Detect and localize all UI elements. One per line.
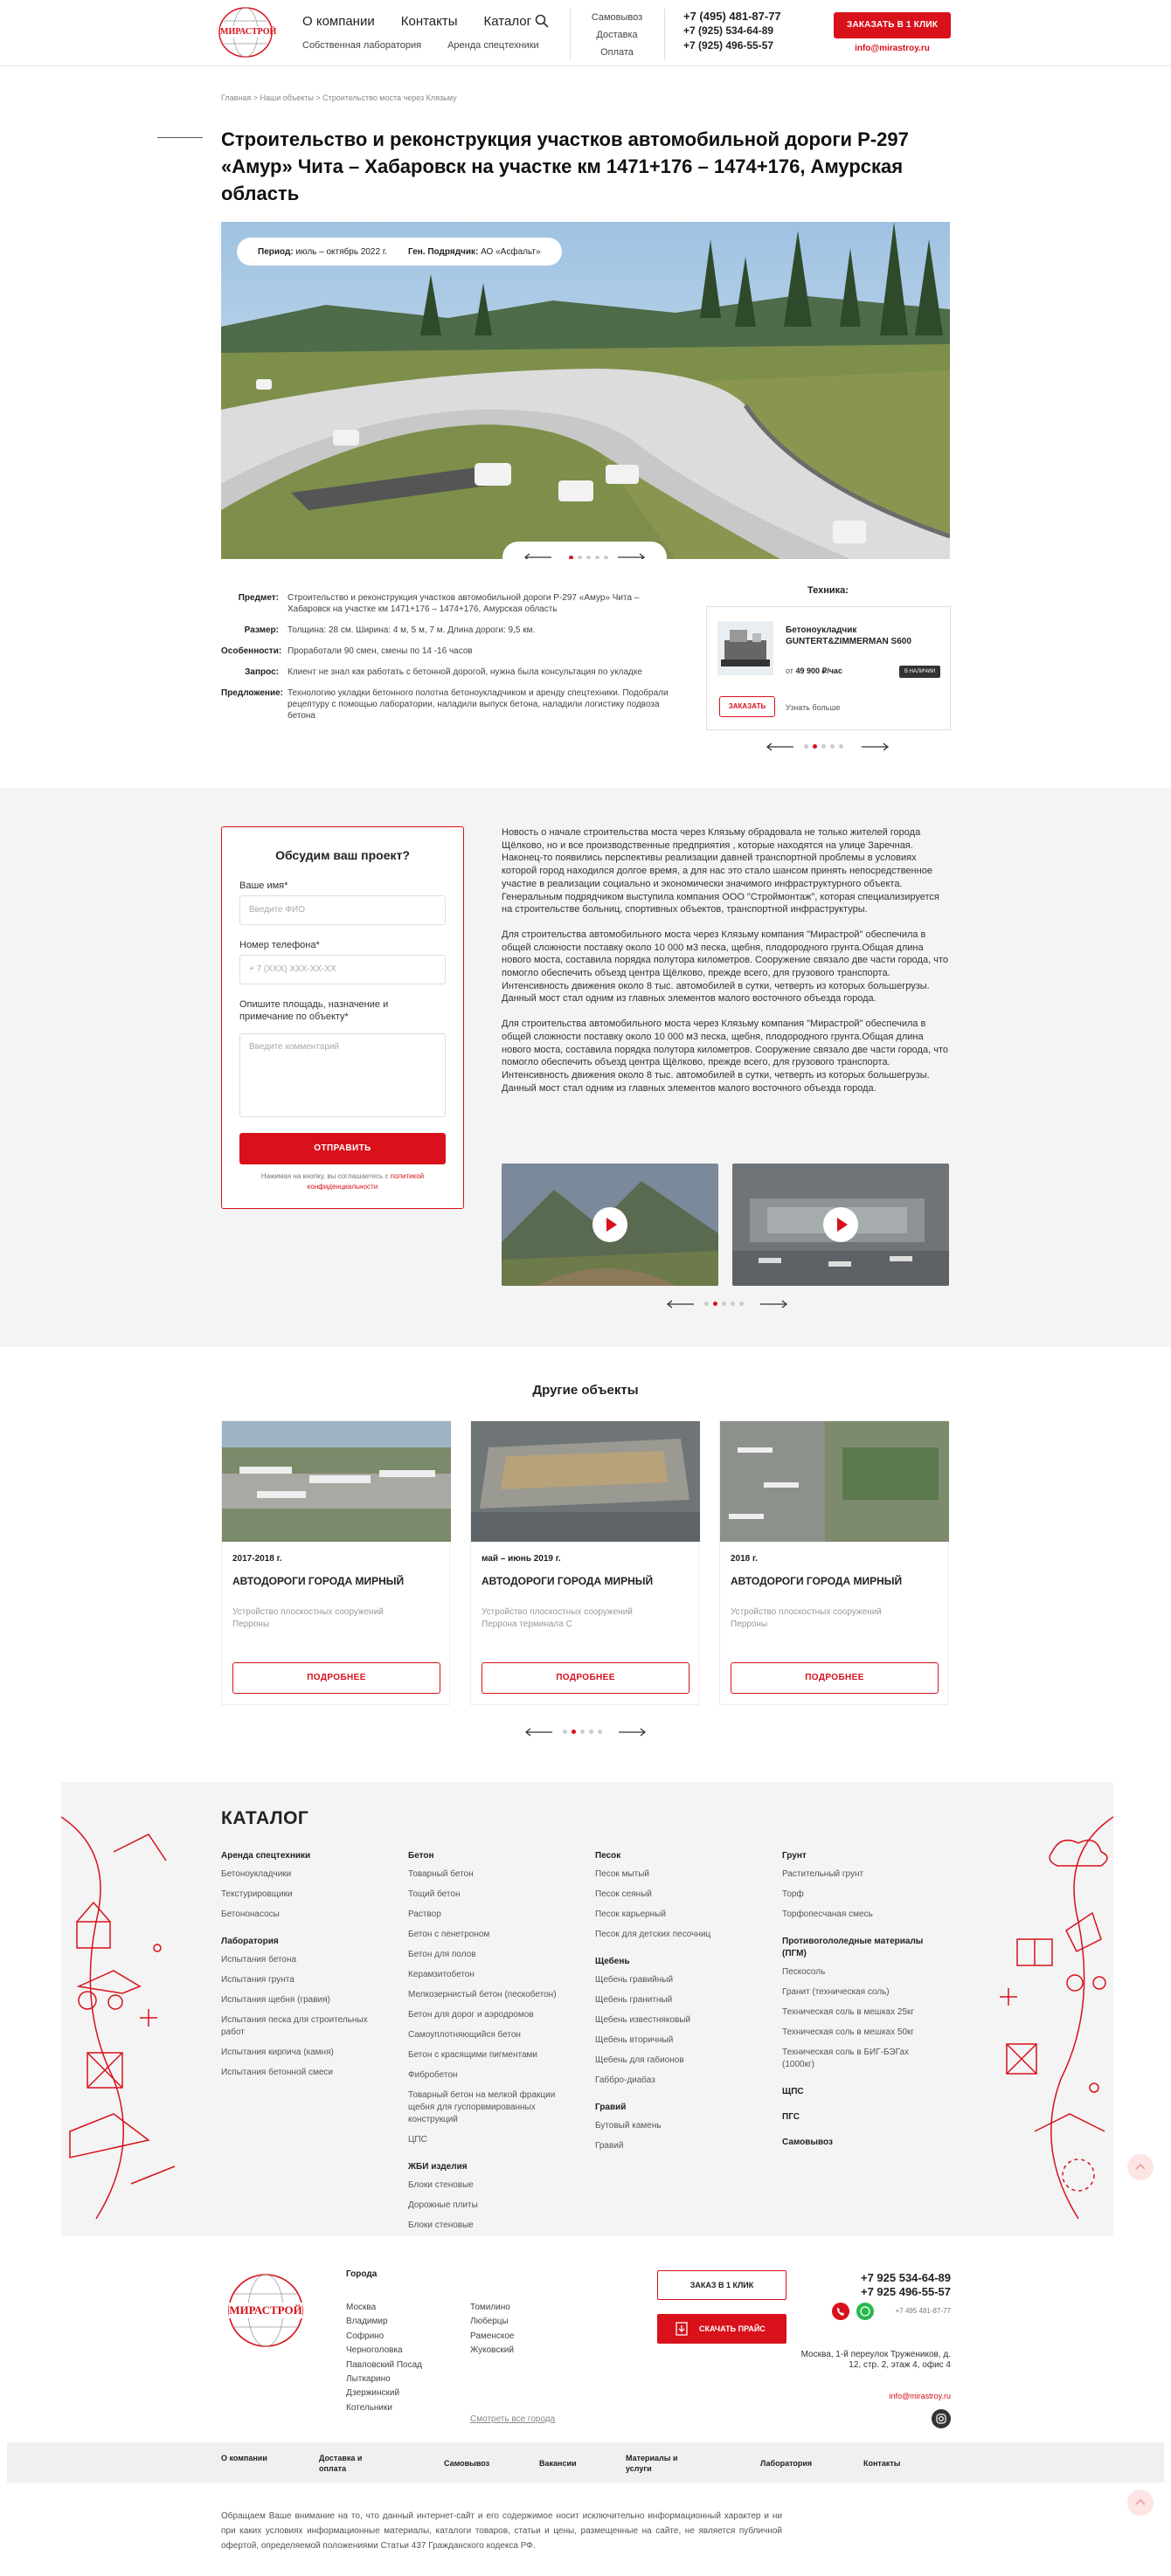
catalog-link[interactable]: ЦПС	[408, 2135, 427, 2144]
comment-label: Опишите площадь, назначение и примечание по объекту*	[239, 999, 389, 1022]
article-paragraph: Для строительства автомобильного моста через Клязьму компания "Мирастрой" обеспечила в общей сложности поставку около 10 000 м3 песка, щебня, плодородного грунта.Общая длина нового моста, составила порядка полутора километров. Сооружение связало две части города, что помогло обеспечить объезд центра Щёлково, прежде всего, для грузового транспорта. Интенсивность движения около 8 тыс. автомобилей в сутки, четверть из которых большегрузы. Данный мост стал одним из главных элементов малого восточного объезда города.	[502, 1019, 948, 1094]
footer-nav-pickup[interactable]: Самовывоз	[444, 2459, 490, 2468]
footer-nav-about[interactable]: О компании	[221, 2454, 267, 2462]
footer-email[interactable]: info@mirastroy.ru	[889, 2392, 951, 2400]
phone-link[interactable]: +7 (925) 496-55-57	[683, 39, 774, 52]
catalog-link[interactable]: Испытания бетона	[221, 1955, 297, 1965]
object-image	[720, 1421, 949, 1542]
footer-nav-materials[interactable]: Материалы и услуги	[626, 2454, 678, 2473]
footer-address: Москва, 1-й переулок Тружеников, д. 12, стр. 2, этаж 4, офис 4	[800, 2350, 951, 2370]
catalog-link[interactable]: Испытания песка для строительных работ	[221, 2015, 368, 2037]
availability-badge: В НАЛИЧИИ	[899, 666, 940, 678]
catalog-link[interactable]: Торфопесчаная смесь	[782, 1910, 873, 1919]
object-card[interactable]: 2017-2018 г. АВТОДОРОГИ ГОРОДА МИРНЫЙ Устройство плоскостных сооружений Перроны ПОДРОБНЕЕ	[221, 1420, 450, 1705]
tech-order-button[interactable]: ЗАКАЗАТЬ	[719, 696, 775, 717]
delivery-links	[587, 9, 647, 61]
play-icon[interactable]	[592, 1207, 627, 1242]
tech-name[interactable]: Бетоноукладчик GUNTERT&ZIMMERMAN S600	[786, 625, 911, 646]
play-icon[interactable]	[823, 1207, 858, 1242]
slider-dots[interactable]	[569, 556, 608, 559]
catalog-link[interactable]: Блоки стеновые	[408, 2180, 474, 2190]
nav-payment[interactable]: Оплата	[600, 47, 634, 58]
catalog-link[interactable]: Самоуплотняющийся бетон	[408, 2030, 521, 2040]
slider-dots[interactable]	[804, 744, 843, 749]
footer-order-button[interactable]: ЗАКАЗ В 1 КЛИК	[657, 2270, 786, 2300]
hero-info-pill	[237, 238, 562, 266]
arrow-right-icon[interactable]	[618, 553, 646, 559]
cities-list	[346, 2301, 422, 2415]
tech-more-link[interactable]: Узнать больше	[786, 703, 841, 712]
catalog-column	[221, 1850, 396, 2087]
catalog-link[interactable]: Бетоноукладчики	[221, 1869, 292, 1879]
tech-slider-controls	[766, 741, 888, 753]
catalog-link[interactable]: Испытания бетонной смеси	[221, 2068, 333, 2077]
title-decor-line	[157, 137, 203, 138]
catalog-link[interactable]: Гранит (техническая соль)	[782, 1987, 890, 1997]
phone-link[interactable]: +7 925 534-64-89	[860, 2271, 951, 2284]
catalog-link[interactable]: Песок сеяный	[595, 1889, 652, 1899]
catalog-link[interactable]: Растительный грунт	[782, 1869, 864, 1879]
project-form	[221, 826, 464, 1209]
header-phones	[683, 9, 781, 53]
catalog-heading[interactable]: Самовывоз	[782, 2137, 833, 2147]
form-title: Обсудим ваш проект?	[275, 848, 410, 862]
order-one-click-button[interactable]: ЗАКАЗАТЬ В 1 КЛИК	[834, 12, 951, 38]
city-link[interactable]: Томилино	[470, 2303, 510, 2312]
details-button[interactable]: ПОДРОБНЕЕ	[232, 1662, 440, 1694]
search-icon[interactable]	[535, 14, 549, 28]
catalog-heading[interactable]: Гравий	[595, 2103, 627, 2112]
catalog-heading[interactable]: Аренда спецтехники	[221, 1851, 311, 1861]
tech-heading: Техника:	[807, 585, 849, 596]
catalog-heading[interactable]: Бетон	[408, 1851, 434, 1861]
catalog-heading[interactable]: Песок	[595, 1851, 621, 1861]
phone-label: Номер телефона*	[239, 940, 320, 950]
spec-row: Предложение: Технологию укладки бетонного полотна бетоноукладчиком и аренду спецтехники. Подобрали рецептуру с помощью лаборатории, наладили выпуск бетона, наладили логистику подвоза бетона	[221, 688, 669, 721]
catalog-heading[interactable]: Щебень	[595, 1957, 630, 1966]
article-paragraph: Новость о начале строительства моста через Клязьму обрадовала не только жителей города Щёлково, но и все производственные предприятия , которые находятся на улице Заречная. Наконец-то появились перспективы реализации давней транспортной проблемы в условиях которой город находился долгое время, а для нас это стало шансом принять непосредственное участие в реализации социально и экономически значимого инфраструктурного объекта. Генеральным подрядчиком выступила компания ООО "Строймонтаж", которая специализируется на строительстве больниц, спортивных объектов, транспортной инфраструктуры.	[502, 827, 939, 915]
footer-nav-delivery[interactable]: Доставка и оплата	[319, 2454, 363, 2473]
city-link[interactable]: Павловский Посад	[346, 2359, 423, 2370]
catalog-heading[interactable]: Лаборатория	[221, 1937, 279, 1946]
catalog-link[interactable]: Техническая соль в мешках 50кг	[782, 2027, 915, 2037]
catalog-link[interactable]: Бетон для полов	[408, 1950, 476, 1959]
catalog-heading[interactable]: ПГС	[782, 2112, 800, 2122]
catalog-link[interactable]: Щебень вторичный	[595, 2035, 674, 2045]
hero-slider-controls	[502, 542, 667, 559]
objects-slider-controls	[524, 1726, 647, 1738]
logo-text: МИРАСТРОЙ	[220, 27, 277, 37]
download-price-button[interactable]: СКАЧАТЬ ПРАЙС	[657, 2314, 786, 2344]
nav-about[interactable]: О компании	[302, 14, 375, 29]
city-link[interactable]: Дзержинский	[346, 2388, 400, 2399]
phone-link[interactable]: +7 (925) 534-64-89	[683, 24, 774, 37]
phone-call-icon[interactable]	[832, 2303, 849, 2320]
city-link[interactable]: Жуковский	[470, 2345, 514, 2356]
catalog-link[interactable]: Товарный бетон на мелкой фракции щебня для гуспорвмированных конструкций	[408, 2090, 556, 2124]
paver-machine-image	[717, 621, 773, 675]
catalog-link[interactable]: Бетон с красящими пигментами	[408, 2050, 537, 2060]
video-thumbnail[interactable]	[732, 1164, 949, 1286]
footer-nav-bar	[7, 2442, 1164, 2483]
footer-logo[interactable]	[225, 2271, 306, 2350]
submit-button[interactable]: ОТПРАВИТЬ	[239, 1133, 446, 1164]
city-link[interactable]: Черноголовка	[346, 2345, 403, 2356]
comment-textarea[interactable]: Введите комментарий	[239, 1033, 446, 1117]
city-link[interactable]: Котельники	[346, 2402, 392, 2413]
arrow-left-icon[interactable]	[524, 1728, 552, 1737]
footer-nav-contacts[interactable]: Контакты	[863, 2459, 901, 2468]
catalog-heading[interactable]: Противогололедные материалы (ПГМ)	[782, 1937, 924, 1958]
sub-nav	[302, 40, 539, 51]
catalog-link[interactable]: Пескосоль	[782, 1967, 826, 1977]
tech-price: от 49 900 ₽/час	[786, 666, 842, 675]
catalog-column	[408, 1850, 583, 2236]
scroll-up-icon[interactable]	[1127, 2490, 1154, 2516]
divider	[570, 9, 571, 59]
catalog-link[interactable]: Испытания грунта	[221, 1975, 294, 1985]
catalog-column	[595, 1850, 770, 2160]
phone-link[interactable]: +7 (495) 481-87-77	[683, 10, 781, 23]
catalog-link[interactable]: Раствор	[408, 1910, 441, 1919]
arrow-left-icon[interactable]	[766, 742, 793, 751]
site-header	[0, 0, 1171, 66]
footer-phones	[800, 2271, 951, 2299]
catalog-link[interactable]: Мелкозернистый бетон (пескобетон)	[408, 1990, 557, 1999]
city-link[interactable]: Люберцы	[470, 2317, 509, 2327]
catalog-link[interactable]: Песок карьерный	[595, 1910, 666, 1919]
details-button[interactable]: ПОДРОБНЕЕ	[731, 1662, 939, 1694]
scroll-up-icon[interactable]	[1127, 2154, 1154, 2180]
catalog-link[interactable]: Блоки стеновые	[408, 2220, 474, 2230]
city-link[interactable]: Москва	[346, 2303, 377, 2312]
catalog-link[interactable]: Товарный бетон	[408, 1869, 474, 1879]
cities-list	[470, 2301, 514, 2358]
nav-rental[interactable]: Аренда спецтехники	[447, 40, 539, 51]
catalog-link[interactable]: Песок для детских песочниц	[595, 1930, 711, 1939]
details-button[interactable]: ПОДРОБНЕЕ	[482, 1662, 689, 1694]
catalog-link[interactable]: Дорожные плиты	[408, 2200, 478, 2210]
nav-contacts[interactable]: Контакты	[400, 14, 458, 29]
footer-nav-vacancies[interactable]: Вакансии	[539, 2459, 577, 2468]
catalog-link[interactable]: Гравий	[595, 2141, 624, 2151]
catalog-link[interactable]: Бетон для дорог и аэродромов	[408, 2010, 534, 2020]
phone-link[interactable]: +7 925 496-55-57	[860, 2285, 951, 2298]
divider	[664, 9, 665, 59]
spec-row: Особенности: Проработали 90 смен, смены по 14 -16 часов	[221, 646, 473, 656]
spec-row: Запрос: Клиент не знал как работать с бетонной дорогой, нужна была консультация по укладке	[245, 667, 642, 677]
page-title: Строительство и реконструкция участков автомобильной дороги Р-297 «Амур» Чита – Хабаровск на участке км 1471+176 – 1474+176, Амурская область	[221, 128, 909, 204]
arrow-right-icon[interactable]	[760, 1300, 788, 1309]
object-card[interactable]: май – июнь 2019 г. АВТОДОРОГИ ГОРОДА МИРНЫЙ Устройство плоскостных сооружений Перрона терминала С ПОДРОБНЕЕ	[470, 1420, 699, 1705]
name-input[interactable]: Введите ФИО	[239, 895, 446, 925]
catalog-section	[61, 1782, 1113, 2236]
legal-disclaimer: Обращаем Ваше внимание на то, что данный интернет-сайт и его содержимое носит исключительно информационный характер и ни при каких условиях информационные материалы, каталоги товаров, статьи и цены, размещенные на сайте, не является публичной офертой, определяемой положениями Статьи 437 Гражданского кодекса РФ.	[221, 2511, 782, 2551]
object-card[interactable]: 2018 г. АВТОДОРОГИ ГОРОДА МИРНЫЙ Устройство плоскостных сооружений Перроны ПОДРОБНЕЕ	[719, 1420, 948, 1705]
nav-delivery[interactable]: Доставка	[596, 30, 638, 40]
main-nav	[302, 14, 531, 29]
construction-illustration-left	[61, 1799, 192, 2219]
period: Период: июль – октябрь 2022 г.	[258, 246, 388, 257]
catalog-link[interactable]: Техническая соль в мешках 25кг	[782, 2007, 915, 2017]
other-objects-heading: Другие объекты	[532, 1383, 639, 1398]
catalog-link[interactable]: Тощий бетон	[408, 1889, 461, 1899]
catalog-link[interactable]: Бетон с пенетроном	[408, 1930, 490, 1939]
catalog-link[interactable]: Испытания кирпича (камня)	[221, 2048, 334, 2057]
object-image	[222, 1421, 451, 1542]
article-text	[502, 826, 951, 1107]
logo-text: МИРАСТРОЙ	[229, 2303, 302, 2317]
arrow-right-icon[interactable]	[862, 742, 890, 751]
article-paragraph: Для строительства автомобильного моста через Клязьму компания "Мирастрой" обеспечила в общей сложности поставку около 10 000 м3 песка, щебня, плодородного грунта.Общая длина нового моста, составила порядка полутора километров. Сооружение связало две части города, что помогло обеспечить объезд центра Щёлково, прежде всего, для грузового транспорта. Интенсивность движения около 8 тыс. автомобилей в сутки, четверть из которых большегрузы. Данный мост стал одним из главных элементов малого восточного объезда города.	[502, 929, 948, 1005]
hero-slider[interactable]	[221, 222, 950, 559]
object-image	[471, 1421, 700, 1542]
slider-dots[interactable]	[704, 1302, 744, 1306]
catalog-link[interactable]: Щебень гравийный	[595, 1975, 674, 1985]
header-email[interactable]: info@mirastroy.ru	[855, 44, 930, 53]
city-link[interactable]: Софрино	[346, 2331, 385, 2341]
arrow-right-icon[interactable]	[619, 1728, 647, 1737]
catalog-link[interactable]: Текстурировщики	[221, 1889, 293, 1899]
catalog-column	[782, 1850, 957, 2155]
slider-dots[interactable]	[563, 1730, 602, 1734]
catalog-link[interactable]: Керамзитобетон	[408, 1970, 475, 1979]
arrow-left-icon[interactable]	[666, 1300, 694, 1309]
construction-illustration-right	[982, 1799, 1113, 2219]
catalog-link[interactable]: Торф	[782, 1889, 804, 1899]
video-thumbnail[interactable]	[502, 1164, 718, 1286]
cities-heading: Города	[346, 2269, 378, 2279]
catalog-link[interactable]: Фибробетон	[408, 2070, 458, 2080]
phone-input[interactable]: + 7 (XXX) XXX-XX-XX	[239, 955, 446, 984]
arrow-left-icon[interactable]	[523, 553, 551, 559]
catalog-link[interactable]: Испытания щебня (гравия)	[221, 1995, 330, 2005]
catalog-link[interactable]: Щебень для габионов	[595, 2055, 684, 2065]
catalog-link[interactable]: Бутовый камень	[595, 2121, 662, 2131]
nav-laboratory[interactable]: Собственная лаборатория	[302, 40, 422, 51]
small-phone[interactable]: +7 495 481-87-77	[895, 2307, 951, 2315]
all-cities-link[interactable]: Смотреть все города	[470, 2414, 556, 2424]
breadcrumb[interactable]: Главная > Наши объекты > Строительство моста через Клязьму	[221, 93, 457, 102]
city-link[interactable]: Владимир	[346, 2317, 388, 2327]
catalog-link[interactable]: Габбро-диабаз	[595, 2075, 655, 2085]
city-link[interactable]: Лыткарино	[346, 2374, 391, 2385]
catalog-heading[interactable]: Грунт	[782, 1851, 807, 1861]
catalog-link[interactable]: Бетононасосы	[221, 1910, 280, 1919]
video-slider-controls	[666, 1298, 788, 1310]
catalog-title: КАТАЛОГ	[221, 1808, 309, 1828]
catalog-link[interactable]: Щебень гранитный	[595, 1995, 673, 2005]
hero-image	[221, 222, 950, 559]
spec-row: Предмет: Строительство и реконструкция участков автомобильной дороги Р-297 «Амур» Чита – Хабаровск на участке км 1471+176 – 1474+176, Амурская область	[238, 593, 640, 614]
privacy-link[interactable]: политикой конфиденциальности	[307, 1172, 425, 1191]
city-link[interactable]: Раменское	[470, 2331, 515, 2341]
name-label: Ваше имя*	[239, 881, 288, 891]
contractor: Ген. Подрядчик: АО «Асфальт»	[408, 246, 541, 257]
whatsapp-icon[interactable]	[856, 2303, 874, 2320]
footer-nav-laboratory[interactable]: Лаборатория	[760, 2459, 813, 2468]
company-logo[interactable]	[217, 5, 277, 59]
catalog-heading[interactable]: ЩПС	[782, 2087, 804, 2096]
project-specs	[221, 592, 676, 731]
nav-catalog[interactable]: Каталог	[483, 14, 532, 29]
catalog-heading[interactable]: ЖБИ изделия	[408, 2162, 468, 2172]
catalog-link[interactable]: Песок мытый	[595, 1869, 649, 1879]
download-icon	[675, 2322, 689, 2336]
spec-row: Размер: Толщина: 28 см. Ширина: 4 м, 5 м, 7 м. Длина дороги: 9,5 км.	[244, 625, 536, 635]
catalog-link[interactable]: Техническая соль в БИГ-БЭГах (1000кг)	[782, 2048, 910, 2069]
catalog-link[interactable]: Щебень известняковый	[595, 2015, 691, 2025]
instagram-icon[interactable]	[932, 2409, 951, 2428]
nav-pickup[interactable]: Самовывоз	[591, 12, 643, 23]
privacy-note: Нажимая на кнопку, вы соглашаетесь с политикой конфиденциальности	[260, 1172, 425, 1191]
tech-card[interactable]	[706, 606, 951, 730]
